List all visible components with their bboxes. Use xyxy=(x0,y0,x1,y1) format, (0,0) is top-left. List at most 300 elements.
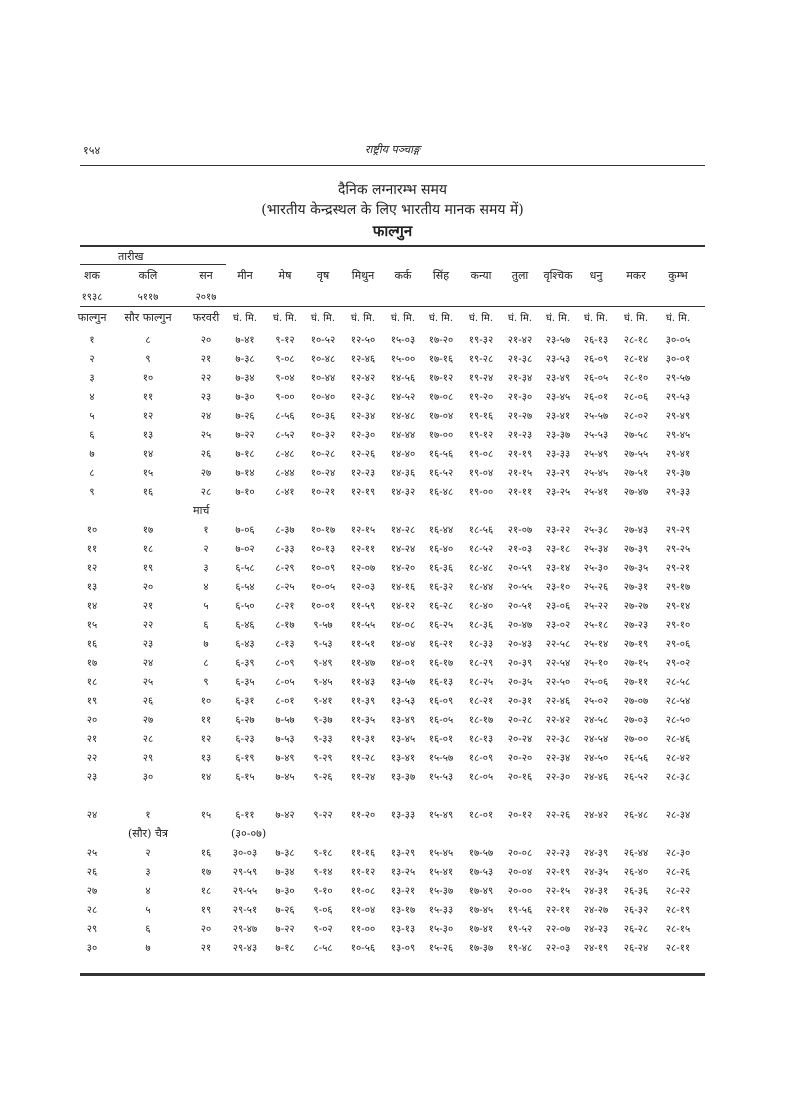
table-row xyxy=(80,446,705,465)
table-row xyxy=(80,389,705,408)
time-cell: २८-५८ xyxy=(665,677,691,688)
time-cell: २५-५७ xyxy=(583,411,609,422)
time-cell: २८-३० xyxy=(665,848,691,859)
time-cell: १८-३६ xyxy=(468,620,494,631)
date-cell-kali: ३० xyxy=(142,772,154,783)
time-cell: २६-०९ xyxy=(583,354,609,365)
date-column-header: कलि xyxy=(138,269,158,282)
time-cell: २२-१९ xyxy=(545,867,571,878)
time-cell: १८-२९ xyxy=(468,658,494,669)
time-cell: १७-१२ xyxy=(428,373,454,384)
date-cell-shaka: १३ xyxy=(86,582,98,593)
time-cell: ६-१९ xyxy=(235,753,255,764)
table-row xyxy=(80,902,705,921)
time-cell: ८-०९ xyxy=(275,658,295,669)
date-cell-san: २५ xyxy=(200,430,212,441)
time-cell: १४-२८ xyxy=(390,525,416,536)
time-cell: ७-०६ xyxy=(235,525,255,536)
date-cell-san: १ xyxy=(203,525,209,536)
time-cell: ६-३१ xyxy=(235,696,255,707)
date-cell-kali: २५ xyxy=(142,677,154,688)
time-cell: २९-१७ xyxy=(665,582,691,593)
time-cell: १८-०१ xyxy=(468,810,494,821)
time-cell: २२-०७ xyxy=(545,924,571,935)
time-cell: १८-३३ xyxy=(468,639,494,650)
date-cell-kali: ३ xyxy=(145,867,151,878)
time-cell: २०-१६ xyxy=(507,772,533,783)
time-cell: २६-४० xyxy=(623,867,649,878)
time-cell: ७-२२ xyxy=(235,430,255,441)
lagna-column-header: कन्या xyxy=(470,269,492,282)
time-cell: २३-५७ xyxy=(545,335,571,346)
lagna-column-header: कुम्भ xyxy=(668,269,688,282)
time-cell: ७-१८ xyxy=(235,449,255,460)
time-cell: ११-५१ xyxy=(350,639,376,650)
month-title: फाल्गुन xyxy=(372,222,413,240)
date-cell-san: १९ xyxy=(200,905,212,916)
time-cell: ७-२६ xyxy=(275,905,295,916)
date-cell-shaka: १२ xyxy=(86,563,98,574)
time-cell: २७-११ xyxy=(623,677,649,688)
time-cell: १९-१२ xyxy=(468,430,494,441)
time-cell: ११-५९ xyxy=(350,601,376,612)
time-cell: ८-१३ xyxy=(275,639,295,650)
time-cell: १५-३७ xyxy=(428,886,454,897)
unit-label: घं. मि. xyxy=(232,313,258,324)
unit-label: घं. मि. xyxy=(310,313,336,324)
time-cell: १०-२१ xyxy=(310,487,336,498)
unit-label: घं. मि. xyxy=(428,313,454,324)
time-cell: ११-५५ xyxy=(350,620,376,631)
time-cell: १४-२० xyxy=(390,563,416,574)
time-cell: ६-५० xyxy=(235,601,255,612)
table-row xyxy=(80,579,705,598)
time-cell: १२-१९ xyxy=(350,487,376,498)
time-cell: २३-१८ xyxy=(545,544,571,555)
time-cell: २७-१९ xyxy=(623,639,649,650)
time-cell: २०-१२ xyxy=(507,810,533,821)
running-head xyxy=(80,141,705,163)
time-cell: १४-५२ xyxy=(390,392,416,403)
date-cell-kali: १० xyxy=(142,373,154,384)
time-cell: २०-२४ xyxy=(507,734,533,745)
note-label: (३०-०७) xyxy=(231,827,267,840)
date-cell-san: १६ xyxy=(200,848,212,859)
date-cell-kali: १९ xyxy=(142,563,154,574)
date-cell-san: ११ xyxy=(200,715,212,726)
table-row xyxy=(80,332,705,351)
time-cell: ११-०४ xyxy=(350,905,376,916)
time-cell: २२-४६ xyxy=(545,696,571,707)
time-cell: २४-४६ xyxy=(583,772,609,783)
time-cell: १६-२१ xyxy=(428,639,454,650)
unit-label: घं. मि. xyxy=(350,313,376,324)
unit-label: घं. मि. xyxy=(468,313,494,324)
time-cell: १६-५२ xyxy=(428,468,454,479)
time-cell: २७-३५ xyxy=(623,563,649,574)
date-cell-kali: १ xyxy=(145,810,151,821)
time-cell: १६-४८ xyxy=(428,487,454,498)
time-cell: ११-०० xyxy=(350,924,376,935)
time-cell: ९-१० xyxy=(313,886,333,897)
time-cell: ९-५७ xyxy=(313,620,333,631)
date-cell-shaka: २२ xyxy=(86,753,98,764)
time-cell: १०-१७ xyxy=(310,525,336,536)
date-cell-san: १३ xyxy=(200,753,212,764)
table-row xyxy=(80,750,705,769)
time-cell: २७-१५ xyxy=(623,658,649,669)
time-cell: २०-०४ xyxy=(507,867,533,878)
table-row xyxy=(80,484,705,503)
time-cell: २८-५४ xyxy=(665,696,691,707)
lagna-column-header: मिथुन xyxy=(351,269,375,282)
time-cell: २८-११ xyxy=(665,943,691,954)
time-cell: २५-४५ xyxy=(583,468,609,479)
time-cell: २१-११ xyxy=(507,487,533,498)
time-cell: ११-०८ xyxy=(350,886,376,897)
time-cell: ७-३८ xyxy=(275,848,295,859)
time-cell: १०-२८ xyxy=(310,449,336,460)
time-cell: २२-११ xyxy=(545,905,571,916)
time-cell: १०-४८ xyxy=(310,354,336,365)
date-cell-shaka: १ xyxy=(89,335,95,346)
time-cell: १४-५६ xyxy=(390,373,416,384)
time-cell: ७-०२ xyxy=(235,544,255,555)
table-row xyxy=(80,465,705,484)
date-cell-kali: ११ xyxy=(142,392,154,403)
date-cell-shaka: २ xyxy=(89,354,95,365)
time-cell: १२-०७ xyxy=(350,563,376,574)
table-row xyxy=(80,598,705,617)
date-cell-shaka: ३ xyxy=(89,373,95,384)
time-cell: २९-४७ xyxy=(232,924,258,935)
time-cell: १७-१६ xyxy=(428,354,454,365)
time-cell: १५-४९ xyxy=(428,810,454,821)
time-cell: २४-२३ xyxy=(583,924,609,935)
time-cell: १४-०१ xyxy=(390,658,416,669)
time-cell: १९-२० xyxy=(468,392,494,403)
time-cell: १०-४४ xyxy=(310,373,336,384)
time-cell: ७-१० xyxy=(235,487,255,498)
time-cell: २८-३८ xyxy=(665,772,691,783)
time-cell: २९-५१ xyxy=(232,905,258,916)
time-cell: १४-४८ xyxy=(390,411,416,422)
time-cell: १४-१६ xyxy=(390,582,416,593)
table-row xyxy=(80,731,705,750)
time-cell: २४-३५ xyxy=(583,867,609,878)
time-cell: ७-३० xyxy=(235,392,255,403)
date-cell-shaka: १५ xyxy=(86,620,98,631)
time-cell: १२-२६ xyxy=(350,449,376,460)
time-cell: १२-२३ xyxy=(350,468,376,479)
time-cell: २७-५१ xyxy=(623,468,649,479)
time-cell: २७-०३ xyxy=(623,715,649,726)
date-cell-shaka: ९ xyxy=(89,487,95,498)
time-cell: २०-२८ xyxy=(507,715,533,726)
time-cell: २७-४७ xyxy=(623,487,649,498)
time-cell: ९-४५ xyxy=(313,677,333,688)
time-cell: २९-३३ xyxy=(665,487,691,498)
time-cell: २५-१४ xyxy=(583,639,609,650)
unit-label: घं. मि. xyxy=(583,313,609,324)
time-cell: २०-५९ xyxy=(507,563,533,574)
time-cell: २१-३४ xyxy=(507,373,533,384)
time-cell: ६-५८ xyxy=(235,563,255,574)
time-cell: १९-४८ xyxy=(507,943,533,954)
date-cell-san: १७ xyxy=(200,867,212,878)
time-cell: १९-३२ xyxy=(468,335,494,346)
lagna-column-header: धनु xyxy=(589,269,603,282)
time-cell: २७-०० xyxy=(623,734,649,745)
time-cell: १२-११ xyxy=(350,544,376,555)
date-cell-kali: २६ xyxy=(142,696,154,707)
table-row xyxy=(80,807,705,826)
date-cell-san: २४ xyxy=(200,411,212,422)
time-cell: ११-३१ xyxy=(350,734,376,745)
time-cell: २४-४२ xyxy=(583,810,609,821)
table-bottom-rule xyxy=(80,973,705,976)
time-cell: १४-२४ xyxy=(390,544,416,555)
time-cell: २४-३९ xyxy=(583,848,609,859)
date-cell-kali: ८ xyxy=(145,335,151,346)
time-cell: १८-४८ xyxy=(468,563,494,574)
time-cell: ८-०५ xyxy=(275,677,295,688)
page-subtitle: (भारतीय केन्द्रस्थल के लिए भारतीय मानक समय में) xyxy=(261,202,524,218)
time-cell: १६-०५ xyxy=(428,715,454,726)
date-cell-san: २ xyxy=(203,544,209,555)
table-row xyxy=(80,370,705,389)
time-cell: २३-२२ xyxy=(545,525,571,536)
date-cell-kali: ४ xyxy=(145,886,151,897)
time-cell: २१-२३ xyxy=(507,430,533,441)
table-row xyxy=(80,921,705,940)
time-cell: ७-३४ xyxy=(275,867,295,878)
date-cell-san: १० xyxy=(200,696,212,707)
time-cell: १२-१५ xyxy=(350,525,376,536)
time-cell: १२-०३ xyxy=(350,582,376,593)
time-cell: १०-५२ xyxy=(310,335,336,346)
time-cell: ६-४६ xyxy=(235,620,255,631)
time-cell: ८-४१ xyxy=(275,487,295,498)
time-cell: २२-३८ xyxy=(545,734,571,745)
time-cell: ८-४८ xyxy=(275,449,295,460)
time-cell: ९-०० xyxy=(275,392,295,403)
table-top-rule xyxy=(80,245,705,247)
date-cell-shaka: ६ xyxy=(89,430,95,441)
time-cell: ९-५३ xyxy=(313,639,333,650)
time-cell: ९-०२ xyxy=(313,924,333,935)
date-cell-shaka: ३० xyxy=(86,943,98,954)
time-cell: २०-३१ xyxy=(507,696,533,707)
time-cell: ६-३५ xyxy=(235,677,255,688)
time-cell: ६-१५ xyxy=(235,772,255,783)
time-cell: २०-०० xyxy=(507,886,533,897)
time-cell: १८-१७ xyxy=(468,715,494,726)
time-cell: २२-५८ xyxy=(545,639,571,650)
date-cell-kali: १५ xyxy=(142,468,154,479)
date-cell-shaka: २४ xyxy=(86,810,98,821)
time-cell: २६-३६ xyxy=(623,886,649,897)
time-cell: २२-२६ xyxy=(545,810,571,821)
time-cell: १६-४४ xyxy=(428,525,454,536)
time-cell: ९-२२ xyxy=(313,810,333,821)
time-cell: २५-३८ xyxy=(583,525,609,536)
time-cell: २९-४३ xyxy=(232,943,258,954)
time-cell: ११-२८ xyxy=(350,753,376,764)
time-cell: १०-३२ xyxy=(310,430,336,441)
time-cell: ९-४१ xyxy=(313,696,333,707)
time-cell: १७-४१ xyxy=(468,924,494,935)
time-cell: २६-५२ xyxy=(623,772,649,783)
time-cell: १४-३६ xyxy=(390,468,416,479)
time-cell: १४-०४ xyxy=(390,639,416,650)
time-cell: २९-२५ xyxy=(665,544,691,555)
date-cell-san: १५ xyxy=(200,810,212,821)
time-cell: २०-२० xyxy=(507,753,533,764)
time-cell: १६-१७ xyxy=(428,658,454,669)
unit-label: घं. मि. xyxy=(545,313,571,324)
time-cell: २९-२१ xyxy=(665,563,691,574)
time-cell: १८-५२ xyxy=(468,544,494,555)
date-cell-san: ७ xyxy=(203,639,209,650)
unit-label: घं. मि. xyxy=(507,313,533,324)
time-cell: १०-४० xyxy=(310,392,336,403)
time-cell: १३-३७ xyxy=(390,772,416,783)
table-row xyxy=(80,636,705,655)
date-cell-kali: २८ xyxy=(142,734,154,745)
time-cell: २५-०२ xyxy=(583,696,609,707)
table-row xyxy=(80,560,705,579)
lagna-column-header: वृष xyxy=(316,269,330,282)
date-cell-shaka: २० xyxy=(86,715,98,726)
time-cell: १५-३३ xyxy=(428,905,454,916)
time-cell: २१-१५ xyxy=(507,468,533,479)
time-cell: ६-११ xyxy=(235,810,255,821)
time-cell: २४-५० xyxy=(583,753,609,764)
time-cell: २९-०६ xyxy=(665,639,691,650)
date-cell-kali: ९ xyxy=(145,354,151,365)
time-cell: ३०-०१ xyxy=(665,354,691,365)
time-cell: ११-३९ xyxy=(350,696,376,707)
time-cell: ७-४९ xyxy=(275,753,295,764)
section-label-march: मार्च xyxy=(193,504,210,517)
time-cell: १६-२८ xyxy=(428,601,454,612)
time-cell: १२-४६ xyxy=(350,354,376,365)
table-row xyxy=(80,712,705,731)
time-cell: ८-४४ xyxy=(275,468,295,479)
time-cell: १६-२५ xyxy=(428,620,454,631)
time-cell: २४-५८ xyxy=(583,715,609,726)
time-cell: २८-५० xyxy=(665,715,691,726)
time-cell: ९-१८ xyxy=(313,848,333,859)
time-cell: ६-५४ xyxy=(235,582,255,593)
date-cell-kali: १७ xyxy=(142,525,154,536)
time-cell: २२-३० xyxy=(545,772,571,783)
time-cell: ८-५२ xyxy=(275,430,295,441)
time-cell: १०-०५ xyxy=(310,582,336,593)
time-cell: १३-४५ xyxy=(390,734,416,745)
time-cell: २९-३७ xyxy=(665,468,691,479)
date-cell-kali: २९ xyxy=(142,753,154,764)
date-cell-kali: २४ xyxy=(142,658,154,669)
date-cell-shaka: २६ xyxy=(86,867,98,878)
time-cell: १५-५७ xyxy=(428,753,454,764)
date-cell-san: ४ xyxy=(203,582,209,593)
time-cell: १२-४२ xyxy=(350,373,376,384)
time-cell: ११-३५ xyxy=(350,715,376,726)
time-cell: १९-०० xyxy=(468,487,494,498)
time-cell: २५-४१ xyxy=(583,487,609,498)
lagna-column-header: मकर xyxy=(626,269,646,282)
time-cell: २३-३७ xyxy=(545,430,571,441)
time-cell: १५-०३ xyxy=(390,335,416,346)
date-cell-shaka: १८ xyxy=(86,677,98,688)
time-cell: ६-४३ xyxy=(235,639,255,650)
date-cell-san: २१ xyxy=(200,354,212,365)
time-cell: २५-३४ xyxy=(583,544,609,555)
time-cell: १६-०९ xyxy=(428,696,454,707)
date-cell-kali: ६ xyxy=(145,924,151,935)
time-cell: ९-२९ xyxy=(313,753,333,764)
time-cell: २२-५० xyxy=(545,677,571,688)
time-cell: १२-३० xyxy=(350,430,376,441)
time-cell: २९-५७ xyxy=(665,373,691,384)
time-cell: १८-२१ xyxy=(468,696,494,707)
time-cell: २८-२६ xyxy=(665,867,691,878)
date-cell-kali: २२ xyxy=(142,620,154,631)
time-cell: ७-१४ xyxy=(235,468,255,479)
date-cell-san: २१ xyxy=(200,943,212,954)
time-cell: ९-०४ xyxy=(275,373,295,384)
time-cell: २०-५५ xyxy=(507,582,533,593)
time-cell: २६-२८ xyxy=(623,924,649,935)
time-cell: १७-०८ xyxy=(428,392,454,403)
lagna-column-header: मेष xyxy=(278,269,292,282)
time-cell: १०-०१ xyxy=(310,601,336,612)
time-cell: २५-४९ xyxy=(583,449,609,460)
time-cell: ७-२६ xyxy=(235,411,255,422)
time-cell: २८-१० xyxy=(623,373,649,384)
time-cell: २७-२३ xyxy=(623,620,649,631)
time-cell: १०-२४ xyxy=(310,468,336,479)
time-cell: २८-१५ xyxy=(665,924,691,935)
time-cell: २९-१४ xyxy=(665,601,691,612)
time-cell: ६-२७ xyxy=(235,715,255,726)
time-cell: २०-४७ xyxy=(507,620,533,631)
time-cell: ७-३० xyxy=(275,886,295,897)
time-cell: १२-३४ xyxy=(350,411,376,422)
date-cell-san: २८ xyxy=(200,487,212,498)
section-label-saur-chaitra: (सौर) चैत्र xyxy=(128,827,168,840)
time-cell: १३-३३ xyxy=(390,810,416,821)
table-row xyxy=(80,541,705,560)
time-cell: १०-५६ xyxy=(350,943,376,954)
date-cell-kali: २७ xyxy=(142,715,154,726)
lagna-column-header: मीन xyxy=(237,269,253,282)
time-cell: २६-४८ xyxy=(623,810,649,821)
time-cell: १५-४५ xyxy=(428,848,454,859)
time-cell: १३-४१ xyxy=(390,753,416,764)
time-cell: १६-५६ xyxy=(428,449,454,460)
time-cell: १५-०० xyxy=(390,354,416,365)
date-cell-san: ८ xyxy=(203,658,209,669)
time-cell: १६-१३ xyxy=(428,677,454,688)
unit-label: घं. मि. xyxy=(665,313,691,324)
time-cell: १८-४४ xyxy=(468,582,494,593)
time-cell: १३-२५ xyxy=(390,867,416,878)
date-cell-shaka: १० xyxy=(86,525,98,536)
time-cell: २२-४२ xyxy=(545,715,571,726)
